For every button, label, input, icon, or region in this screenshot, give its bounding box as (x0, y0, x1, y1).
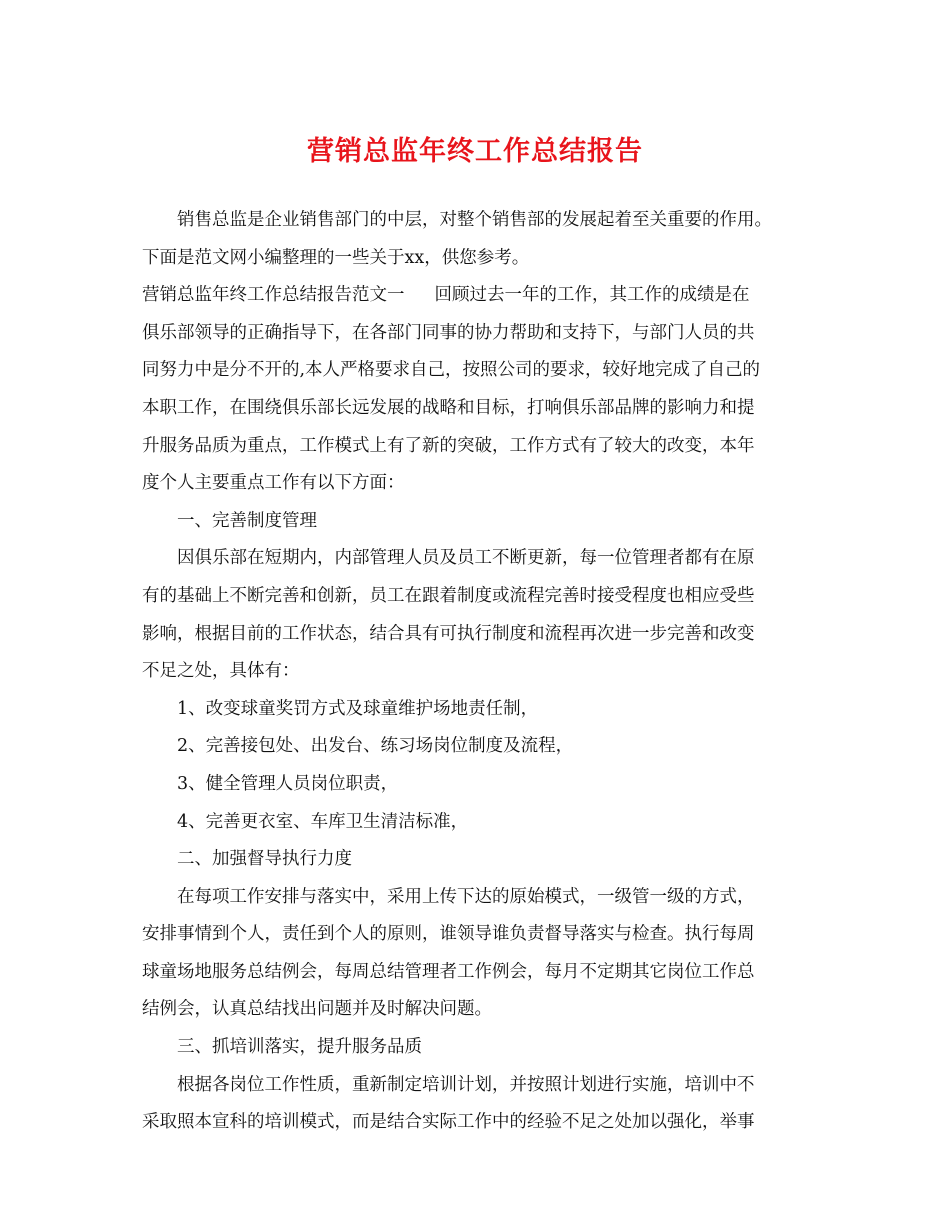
paragraph-line: 根据各岗位工作性质，重新制定培训计划，并按照计划进行实施，培训中不 (177, 1074, 755, 1095)
paragraph-line: 影响，根据目前的工作状态，结合具有可执行制度和流程再次进一步完善和改变 (142, 623, 755, 644)
section-heading: 三、抓培训落实，提升服务品质 (177, 1037, 422, 1058)
paragraph-line: 同努力中是分不开的,本人严格要求自己，按照公司的要求，较好地完成了自己的 (142, 360, 761, 381)
paragraph-line: 在每项工作安排与落实中，采用上传下达的原始模式，一级管一级的方式， (177, 886, 755, 907)
section-heading: 二、加强督导执行力度 (177, 849, 352, 870)
paragraph-line: 采取照本宣科的培训模式，而是结合实际工作中的经验不足之处加以强化，举事 (142, 1112, 755, 1133)
paragraph-line: 下面是范文网小编整理的一些关于xx，供您参考。 (142, 247, 530, 268)
list-item: 2、完善接包处、出发台、练习场岗位制度及流程， (177, 736, 574, 757)
paragraph-line: 结例会，认真总结找出问题并及时解决问题。 (142, 999, 492, 1020)
paragraph-line: 有的基础上不断完善和创新，员工在跟着制度或流程完善时接受程度也相应受些 (142, 585, 755, 606)
document-body (142, 202, 812, 1142)
paragraph-line: 销售总监是企业销售部门的中层，对整个销售部的发展起着至关重要的作用。 (177, 210, 772, 230)
paragraph-line: 球童场地服务总结例会，每周总结管理者工作例会，每月不定期其它岗位工作总 (142, 961, 755, 982)
paragraph-line: 升服务品质为重点，工作模式上有了新的突破，工作方式有了较大的改变，本年 (142, 435, 755, 456)
paragraph-line: 俱乐部领导的正确指导下，在各部门同事的协力帮助和支持下，与部门人员的共 (142, 322, 755, 343)
section-heading: 营销总监年终工作总结报告范文一 (142, 285, 405, 306)
paragraph-line: 安排事情到个人，责任到个人的原则，谁领导谁负责督导落实与检查。执行每周 (142, 924, 755, 945)
paragraph-line: 因俱乐部在短期内，内部管理人员及员工不断更新，每一位管理者都有在原 (177, 548, 755, 569)
paragraph-line: 度个人主要重点工作有以下方面： (142, 473, 405, 494)
paragraph-line: 本职工作，在围绕俱乐部长远发展的战略和目标，打响俱乐部品牌的影响力和提 (142, 397, 755, 418)
paragraph-line: 不足之处，具体有： (142, 661, 300, 682)
paragraph-line (142, 277, 812, 315)
document-title: 营销总监年终工作总结报告 (307, 136, 643, 167)
list-item: 4、完善更衣室、车库卫生清洁标准， (177, 811, 469, 832)
list-item: 1、改变球童奖罚方式及球童维护场地责任制， (177, 698, 539, 719)
list-item: 3、健全管理人员岗位职责， (177, 773, 399, 794)
section-heading: 一、完善制度管理 (177, 510, 317, 531)
paragraph-text: 回顾过去一年的工作，其工作的成绩是在 (434, 285, 750, 306)
